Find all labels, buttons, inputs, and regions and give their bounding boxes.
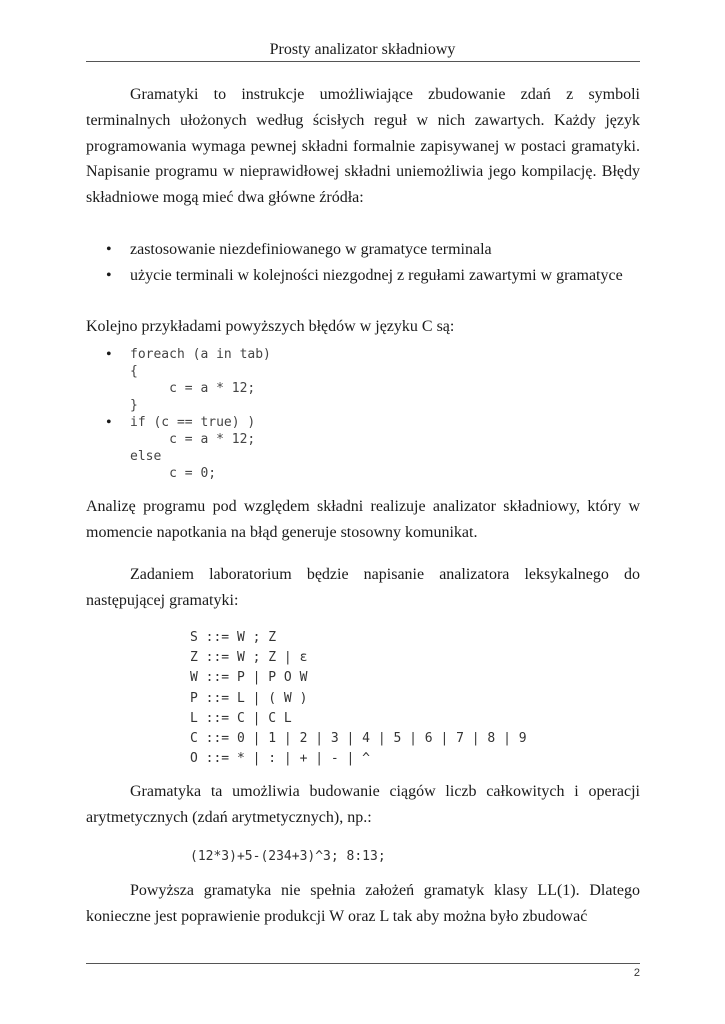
bullet-icon: • [106,266,112,284]
grammar-rules [190,628,527,769]
intro-paragraph: Gramatyki to instrukcje umożliwiające zbudowanie zdań z symboli terminalnych ułożonych według ścisłych reguł w nich zawartych. Każdy język programowania wymaga pewnej składni formalnie zapisywanej w postaci gramatyki. Napisanie programu w nieprawidłowej składni uniemożliwia jego kompilację. Błędy składniowe mogą mieć dwa główne źródła: [86,86,640,207]
code-example [86,346,640,482]
list-item: • użycie terminali w kolejności niezgodnej z regułami zawartymi w gramatyce [86,263,640,289]
grammar-rule: P ::= L | ( W ) [190,690,308,706]
list-item: • zastosowanie niezdefiniowanego w gramatyce terminala [86,237,640,263]
analyzer-paragraph: Analizę programu pod względem składni realizuje analizator składniowy, który w momencie napotkania na błąd generuje stosowny komunikat. [86,498,640,541]
bullet-icon: • [106,241,112,258]
grammar-rule: Z ::= W ; Z | ε [190,650,308,666]
grammar-rule: O ::= * | : | + | - | ^ [190,751,371,767]
grammar-rule: C ::= 0 | 1 | 2 | 3 | 4 | 5 | 6 | 7 | 8 | 9 [190,730,527,746]
footer-divider [86,963,640,964]
examples-intro: Kolejno przykładami powyższych błędów w języku C są: [86,318,455,335]
grammar-rule: S ::= W ; Z [190,630,277,645]
code-line: } [130,398,138,413]
code-line: c = a * 12; [130,381,256,396]
code-line: c = 0; [130,466,217,481]
header-divider [86,61,640,62]
grammar-rule: W ::= P | P O W [190,670,308,686]
code-line: • foreach (a in tab) [106,346,271,363]
task-paragraph: Zadaniem laboratorium będzie napisanie analizatora leksykalnego do następującej gramatyki: [86,566,640,609]
running-header: Prosty analizator składniowy [269,41,456,58]
grammar-rule: L ::= C | C L [190,710,292,726]
code-line: { [130,364,138,379]
bullet-icon: • [106,414,112,431]
bullet-icon: • [106,346,112,363]
code-line: • if (c == true) ) [106,414,256,431]
code-line: c = a * 12; [130,432,256,447]
error-sources-list [86,237,640,289]
example-expression: (12*3)+5-(234+3)^3; 8:13; [190,849,386,864]
page-number: 2 [633,967,640,979]
code-line: else [130,449,162,464]
grammar-use-paragraph: Gramatyka ta umożliwia budowanie ciągów liczb całkowitych i operacji arytmetycznych (zdań arytmetycznych), np.: [86,783,640,826]
ll1-paragraph: Powyższa gramatyka nie spełnia założeń gramatyk klasy LL(1). Dlatego konieczne jest poprawienie produkcji W oraz L tak aby można było zbudować [86,882,640,925]
